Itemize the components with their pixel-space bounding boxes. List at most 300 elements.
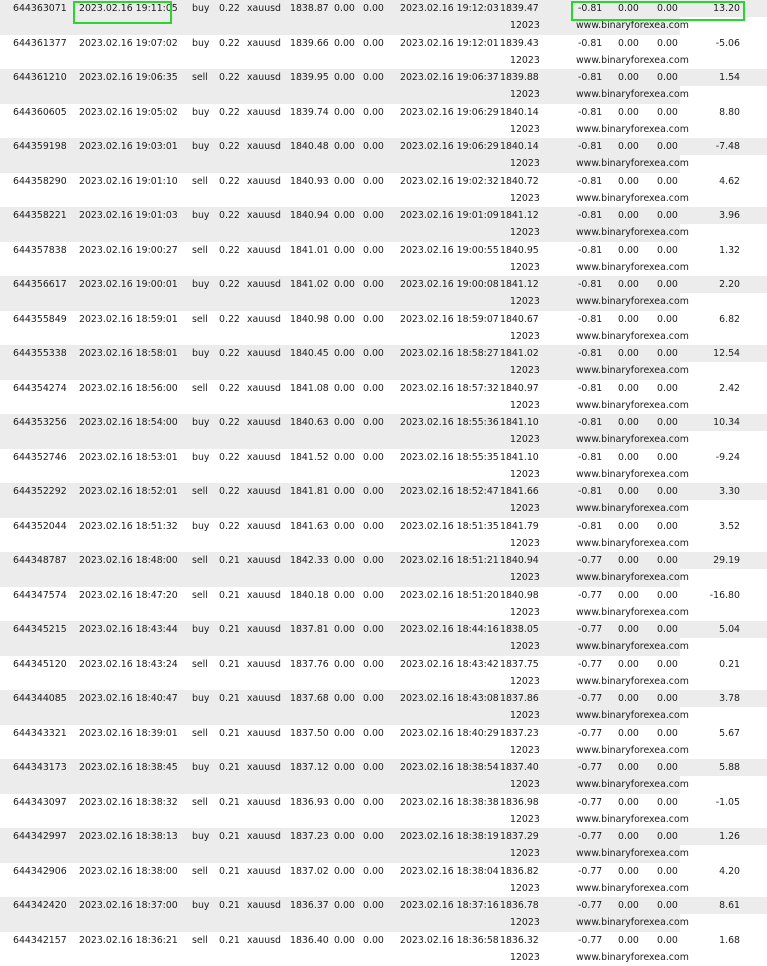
taxes-cell: 0.00 xyxy=(618,486,639,497)
type-cell: sell xyxy=(192,244,208,256)
close-price-cell: 1837.75 xyxy=(500,658,539,670)
swap-cell: 0.00 xyxy=(657,313,678,325)
comment-cell: www.binaryforexea.com xyxy=(576,572,689,583)
magic-cell: 12023 xyxy=(510,744,540,756)
open-price-cell: 1837.76 xyxy=(290,658,329,670)
open-time-cell: 2023.02.16 19:05:02 xyxy=(79,106,178,118)
type-cell: sell xyxy=(192,727,208,739)
open-time-cell: 2023.02.16 18:47:20 xyxy=(79,589,178,601)
size-cell: 0.21 xyxy=(219,796,240,808)
sl-cell: 0.00 xyxy=(334,3,355,14)
taxes-cell: 0.00 xyxy=(618,106,639,118)
open-time-cell: 2023.02.16 19:00:01 xyxy=(79,279,178,290)
table-row[interactable] xyxy=(0,138,767,173)
sl-cell: 0.00 xyxy=(334,486,355,497)
table-row[interactable] xyxy=(0,449,767,484)
close-time-cell: 2023.02.16 19:12:03 xyxy=(400,3,499,14)
symbol-cell: xauusd xyxy=(247,831,282,842)
size-cell: 0.21 xyxy=(219,624,240,635)
taxes-cell: 0.00 xyxy=(618,624,639,635)
open-time-cell: 2023.02.16 18:39:01 xyxy=(79,727,178,739)
comment-cell: www.binaryforexea.com xyxy=(576,813,689,825)
profit-cell: -16.80 xyxy=(709,589,740,601)
open-time-cell: 2023.02.16 18:37:00 xyxy=(79,900,178,911)
ticket-cell: 644361377 xyxy=(13,37,67,49)
ticket-cell: 644343097 xyxy=(13,796,67,808)
open-price-cell: 1840.48 xyxy=(290,141,329,152)
tp-cell: 0.00 xyxy=(363,348,384,359)
comment-cell: www.binaryforexea.com xyxy=(576,434,689,445)
close-price-cell: 1840.14 xyxy=(500,106,539,118)
swap-cell: 0.00 xyxy=(657,520,678,532)
sl-cell: 0.00 xyxy=(334,451,355,463)
tp-cell: 0.00 xyxy=(363,72,384,83)
tp-cell: 0.00 xyxy=(363,244,384,256)
type-cell: sell xyxy=(192,589,208,601)
type-cell: sell xyxy=(192,555,208,566)
close-time-cell: 2023.02.16 18:38:04 xyxy=(400,865,499,877)
open-price-cell: 1838.87 xyxy=(290,3,329,14)
ticket-cell: 644363071 xyxy=(13,3,67,14)
swap-cell: 0.00 xyxy=(657,417,678,428)
open-price-cell: 1837.12 xyxy=(290,762,329,773)
table-row[interactable] xyxy=(0,35,767,70)
type-cell: buy xyxy=(192,210,210,221)
sl-cell: 0.00 xyxy=(334,175,355,187)
close-time-cell: 2023.02.16 18:58:27 xyxy=(400,348,499,359)
table-row[interactable] xyxy=(0,380,767,415)
taxes-cell: 0.00 xyxy=(618,72,639,83)
tp-cell: 0.00 xyxy=(363,934,384,946)
comment-cell: www.binaryforexea.com xyxy=(576,158,689,169)
swap-cell: 0.00 xyxy=(657,3,678,14)
commission-cell: -0.81 xyxy=(578,210,603,221)
comment-cell: www.binaryforexea.com xyxy=(576,710,689,721)
swap-cell: 0.00 xyxy=(657,589,678,601)
tp-cell: 0.00 xyxy=(363,210,384,221)
open-price-cell: 1840.93 xyxy=(290,175,329,187)
close-time-cell: 2023.02.16 19:06:37 xyxy=(400,72,499,83)
profit-cell: 3.30 xyxy=(719,486,740,497)
ticket-cell: 644352044 xyxy=(13,520,67,532)
open-price-cell: 1841.81 xyxy=(290,486,329,497)
ticket-cell: 644352292 xyxy=(13,486,67,497)
close-price-cell: 1841.79 xyxy=(500,520,539,532)
size-cell: 0.22 xyxy=(219,106,240,118)
size-cell: 0.22 xyxy=(219,486,240,497)
table-row[interactable] xyxy=(0,690,767,725)
open-time-cell: 2023.02.16 18:38:45 xyxy=(79,762,178,773)
comment-cell: www.binaryforexea.com xyxy=(576,641,689,652)
magic-cell: 12023 xyxy=(510,882,540,894)
profit-cell: 0.21 xyxy=(719,658,740,670)
ticket-cell: 644347574 xyxy=(13,589,67,601)
tp-cell: 0.00 xyxy=(363,451,384,463)
open-price-cell: 1841.02 xyxy=(290,279,329,290)
magic-cell: 12023 xyxy=(510,572,540,583)
type-cell: buy xyxy=(192,520,210,532)
commission-cell: -0.77 xyxy=(578,831,603,842)
close-time-cell: 2023.02.16 19:06:29 xyxy=(400,106,499,118)
row-shade xyxy=(0,604,510,622)
table-row[interactable] xyxy=(0,587,767,622)
comment-cell: www.binaryforexea.com xyxy=(576,779,689,790)
table-row[interactable] xyxy=(0,104,767,139)
commission-cell: -0.77 xyxy=(578,658,603,670)
close-price-cell: 1836.98 xyxy=(500,796,539,808)
size-cell: 0.22 xyxy=(219,244,240,256)
close-time-cell: 2023.02.16 18:51:21 xyxy=(400,555,499,566)
highlight-result-cells xyxy=(571,1,745,21)
comment-cell: www.binaryforexea.com xyxy=(576,296,689,307)
row-shade xyxy=(0,52,510,70)
tp-cell: 0.00 xyxy=(363,589,384,601)
magic-cell: 12023 xyxy=(510,503,540,514)
row-shade xyxy=(0,293,510,311)
row-shade xyxy=(0,707,510,725)
symbol-cell: xauusd xyxy=(247,313,282,325)
symbol-cell: xauusd xyxy=(247,624,282,635)
open-price-cell: 1841.52 xyxy=(290,451,329,463)
close-price-cell: 1841.02 xyxy=(500,348,539,359)
close-price-cell: 1836.78 xyxy=(500,900,539,911)
commission-cell: -0.81 xyxy=(578,175,603,187)
close-time-cell: 2023.02.16 18:43:08 xyxy=(400,693,499,704)
swap-cell: 0.00 xyxy=(657,831,678,842)
commission-cell: -0.77 xyxy=(578,900,603,911)
commission-cell: -0.81 xyxy=(578,37,603,49)
open-price-cell: 1840.94 xyxy=(290,210,329,221)
close-price-cell: 1840.94 xyxy=(500,555,539,566)
comment-cell: www.binaryforexea.com xyxy=(576,537,689,549)
open-price-cell: 1837.68 xyxy=(290,693,329,704)
commission-cell: -0.81 xyxy=(578,279,603,290)
symbol-cell: xauusd xyxy=(247,865,282,877)
type-cell: sell xyxy=(192,658,208,670)
table-row[interactable] xyxy=(0,242,767,277)
close-price-cell: 1839.88 xyxy=(500,72,539,83)
row-shade xyxy=(0,259,510,277)
taxes-cell: 0.00 xyxy=(618,141,639,152)
close-price-cell: 1837.86 xyxy=(500,693,539,704)
sl-cell: 0.00 xyxy=(334,796,355,808)
magic-cell: 12023 xyxy=(510,123,540,135)
row-shade xyxy=(0,673,510,691)
close-time-cell: 2023.02.16 18:59:07 xyxy=(400,313,499,325)
open-price-cell: 1842.33 xyxy=(290,555,329,566)
open-time-cell: 2023.02.16 18:36:21 xyxy=(79,934,178,946)
magic-cell: 12023 xyxy=(510,951,540,963)
row-shade xyxy=(0,569,510,587)
size-cell: 0.22 xyxy=(219,382,240,394)
magic-cell: 12023 xyxy=(510,468,540,480)
ticket-cell: 644348787 xyxy=(13,555,67,566)
comment-cell: www.binaryforexea.com xyxy=(576,951,689,963)
close-time-cell: 2023.02.16 18:36:58 xyxy=(400,934,499,946)
comment-cell: www.binaryforexea.com xyxy=(576,227,689,238)
sl-cell: 0.00 xyxy=(334,72,355,83)
swap-cell: 0.00 xyxy=(657,37,678,49)
magic-cell: 12023 xyxy=(510,20,540,31)
table-row[interactable] xyxy=(0,759,767,794)
taxes-cell: 0.00 xyxy=(618,417,639,428)
symbol-cell: xauusd xyxy=(247,900,282,911)
swap-cell: 0.00 xyxy=(657,210,678,221)
close-price-cell: 1840.98 xyxy=(500,589,539,601)
profit-cell: 1.26 xyxy=(719,831,740,842)
ticket-cell: 644354274 xyxy=(13,382,67,394)
table-row[interactable] xyxy=(0,276,767,311)
size-cell: 0.21 xyxy=(219,865,240,877)
comment-cell: www.binaryforexea.com xyxy=(576,503,689,514)
close-price-cell: 1839.43 xyxy=(500,37,539,49)
open-time-cell: 2023.02.16 19:01:03 xyxy=(79,210,178,221)
open-price-cell: 1837.50 xyxy=(290,727,329,739)
close-price-cell: 1841.10 xyxy=(500,417,539,428)
table-row[interactable] xyxy=(0,656,767,691)
type-cell: buy xyxy=(192,417,210,428)
open-price-cell: 1841.63 xyxy=(290,520,329,532)
tp-cell: 0.00 xyxy=(363,624,384,635)
taxes-cell: 0.00 xyxy=(618,313,639,325)
comment-cell: www.binaryforexea.com xyxy=(576,330,689,342)
size-cell: 0.22 xyxy=(219,141,240,152)
symbol-cell: xauusd xyxy=(247,279,282,290)
size-cell: 0.21 xyxy=(219,693,240,704)
open-time-cell: 2023.02.16 19:07:02 xyxy=(79,37,178,49)
type-cell: sell xyxy=(192,313,208,325)
profit-cell: -1.05 xyxy=(715,796,740,808)
comment-cell: www.binaryforexea.com xyxy=(576,848,689,859)
close-price-cell: 1836.82 xyxy=(500,865,539,877)
size-cell: 0.22 xyxy=(219,3,240,14)
commission-cell: -0.81 xyxy=(578,382,603,394)
table-row[interactable] xyxy=(0,621,767,656)
taxes-cell: 0.00 xyxy=(618,796,639,808)
taxes-cell: 0.00 xyxy=(618,348,639,359)
magic-cell: 12023 xyxy=(510,813,540,825)
ticket-cell: 644343173 xyxy=(13,762,67,773)
profit-cell: 13.20 xyxy=(713,3,740,14)
table-row[interactable] xyxy=(0,725,767,760)
comment-cell: www.binaryforexea.com xyxy=(576,192,689,204)
sl-cell: 0.00 xyxy=(334,900,355,911)
magic-cell: 12023 xyxy=(510,54,540,66)
row-shade xyxy=(0,845,510,863)
magic-cell: 12023 xyxy=(510,227,540,238)
close-time-cell: 2023.02.16 19:02:32 xyxy=(400,175,499,187)
close-time-cell: 2023.02.16 18:51:20 xyxy=(400,589,499,601)
table-row[interactable] xyxy=(0,863,767,898)
taxes-cell: 0.00 xyxy=(618,693,639,704)
sl-cell: 0.00 xyxy=(334,589,355,601)
commission-cell: -0.81 xyxy=(578,348,603,359)
table-row[interactable] xyxy=(0,69,767,104)
size-cell: 0.22 xyxy=(219,210,240,221)
tp-cell: 0.00 xyxy=(363,865,384,877)
highlight-open-time xyxy=(73,1,172,24)
magic-cell: 12023 xyxy=(510,641,540,652)
symbol-cell: xauusd xyxy=(247,382,282,394)
tp-cell: 0.00 xyxy=(363,106,384,118)
profit-cell: 12.54 xyxy=(713,348,740,359)
taxes-cell: 0.00 xyxy=(618,831,639,842)
table-row[interactable] xyxy=(0,414,767,449)
table-row[interactable] xyxy=(0,794,767,829)
sl-cell: 0.00 xyxy=(334,865,355,877)
tp-cell: 0.00 xyxy=(363,520,384,532)
tp-cell: 0.00 xyxy=(363,555,384,566)
row-shade xyxy=(0,362,510,380)
open-time-cell: 2023.02.16 18:38:32 xyxy=(79,796,178,808)
sl-cell: 0.00 xyxy=(334,934,355,946)
ticket-cell: 644342906 xyxy=(13,865,67,877)
tp-cell: 0.00 xyxy=(363,693,384,704)
table-row[interactable] xyxy=(0,932,767,966)
open-price-cell: 1840.63 xyxy=(290,417,329,428)
table-row[interactable] xyxy=(0,552,767,587)
commission-cell: -0.81 xyxy=(578,313,603,325)
table-row[interactable] xyxy=(0,311,767,346)
comment-cell: www.binaryforexea.com xyxy=(576,89,689,100)
close-price-cell: 1838.05 xyxy=(500,624,539,635)
commission-cell: -0.81 xyxy=(578,451,603,463)
row-shade xyxy=(0,742,510,760)
close-time-cell: 2023.02.16 19:06:29 xyxy=(400,141,499,152)
open-price-cell: 1839.74 xyxy=(290,106,329,118)
swap-cell: 0.00 xyxy=(657,486,678,497)
close-price-cell: 1837.23 xyxy=(500,727,539,739)
close-time-cell: 2023.02.16 18:57:32 xyxy=(400,382,499,394)
commission-cell: -0.81 xyxy=(578,72,603,83)
open-price-cell: 1837.02 xyxy=(290,865,329,877)
row-shade xyxy=(0,466,510,484)
size-cell: 0.22 xyxy=(219,348,240,359)
sl-cell: 0.00 xyxy=(334,417,355,428)
open-time-cell: 2023.02.16 19:01:10 xyxy=(79,175,178,187)
open-time-cell: 2023.02.16 18:48:00 xyxy=(79,555,178,566)
taxes-cell: 0.00 xyxy=(618,658,639,670)
tp-cell: 0.00 xyxy=(363,762,384,773)
comment-cell: www.binaryforexea.com xyxy=(576,399,689,411)
type-cell: buy xyxy=(192,762,210,773)
profit-cell: 5.04 xyxy=(719,624,740,635)
size-cell: 0.21 xyxy=(219,762,240,773)
open-time-cell: 2023.02.16 18:38:00 xyxy=(79,865,178,877)
sl-cell: 0.00 xyxy=(334,693,355,704)
size-cell: 0.21 xyxy=(219,900,240,911)
close-time-cell: 2023.02.16 18:40:29 xyxy=(400,727,499,739)
size-cell: 0.22 xyxy=(219,313,240,325)
type-cell: sell xyxy=(192,934,208,946)
close-time-cell: 2023.02.16 18:52:47 xyxy=(400,486,499,497)
table-row[interactable] xyxy=(0,897,767,932)
open-time-cell: 2023.02.16 19:00:27 xyxy=(79,244,178,256)
open-time-cell: 2023.02.16 18:56:00 xyxy=(79,382,178,394)
table-row[interactable] xyxy=(0,828,767,863)
magic-cell: 12023 xyxy=(510,261,540,273)
ticket-cell: 644343321 xyxy=(13,727,67,739)
swap-cell: 0.00 xyxy=(657,762,678,773)
comment-cell: www.binaryforexea.com xyxy=(576,882,689,894)
ticket-cell: 644345215 xyxy=(13,624,67,635)
size-cell: 0.22 xyxy=(219,451,240,463)
swap-cell: 0.00 xyxy=(657,175,678,187)
size-cell: 0.22 xyxy=(219,417,240,428)
profit-cell: 10.34 xyxy=(713,417,740,428)
table-row[interactable] xyxy=(0,483,767,518)
row-shade xyxy=(0,535,510,553)
symbol-cell: xauusd xyxy=(247,37,282,49)
close-time-cell: 2023.02.16 18:55:35 xyxy=(400,451,499,463)
open-price-cell: 1841.01 xyxy=(290,244,329,256)
magic-cell: 12023 xyxy=(510,434,540,445)
tp-cell: 0.00 xyxy=(363,141,384,152)
symbol-cell: xauusd xyxy=(247,417,282,428)
row-shade xyxy=(0,431,510,449)
profit-cell: 3.96 xyxy=(719,210,740,221)
row-shade xyxy=(0,914,510,932)
close-price-cell: 1841.12 xyxy=(500,279,539,290)
type-cell: buy xyxy=(192,141,210,152)
open-time-cell: 2023.02.16 18:43:44 xyxy=(79,624,178,635)
sl-cell: 0.00 xyxy=(334,313,355,325)
open-price-cell: 1839.95 xyxy=(290,72,329,83)
table-row[interactable] xyxy=(0,207,767,242)
magic-cell: 12023 xyxy=(510,779,540,790)
close-price-cell: 1840.95 xyxy=(500,244,539,256)
profit-cell: 3.78 xyxy=(719,693,740,704)
swap-cell: 0.00 xyxy=(657,865,678,877)
comment-cell: www.binaryforexea.com xyxy=(576,54,689,66)
row-shade xyxy=(0,155,510,173)
row-shade xyxy=(0,638,510,656)
table-row[interactable] xyxy=(0,518,767,553)
comment-cell: www.binaryforexea.com xyxy=(576,675,689,687)
commission-cell: -0.81 xyxy=(578,106,603,118)
size-cell: 0.22 xyxy=(219,279,240,290)
table-row[interactable] xyxy=(0,345,767,380)
row-shade xyxy=(0,224,510,242)
taxes-cell: 0.00 xyxy=(618,589,639,601)
sl-cell: 0.00 xyxy=(334,762,355,773)
size-cell: 0.21 xyxy=(219,589,240,601)
size-cell: 0.22 xyxy=(219,520,240,532)
magic-cell: 12023 xyxy=(510,330,540,342)
ticket-cell: 644345120 xyxy=(13,658,67,670)
sl-cell: 0.00 xyxy=(334,141,355,152)
taxes-cell: 0.00 xyxy=(618,279,639,290)
open-time-cell: 2023.02.16 18:53:01 xyxy=(79,451,178,463)
swap-cell: 0.00 xyxy=(657,72,678,83)
sl-cell: 0.00 xyxy=(334,382,355,394)
magic-cell: 12023 xyxy=(510,158,540,169)
ticket-cell: 644353256 xyxy=(13,417,67,428)
symbol-cell: xauusd xyxy=(247,693,282,704)
symbol-cell: xauusd xyxy=(247,796,282,808)
profit-cell: 6.82 xyxy=(719,313,740,325)
open-price-cell: 1841.08 xyxy=(290,382,329,394)
close-price-cell: 1841.12 xyxy=(500,210,539,221)
table-row[interactable] xyxy=(0,173,767,208)
row-shade xyxy=(0,811,510,829)
open-price-cell: 1836.40 xyxy=(290,934,329,946)
open-price-cell: 1837.81 xyxy=(290,624,329,635)
sl-cell: 0.00 xyxy=(334,624,355,635)
size-cell: 0.22 xyxy=(219,37,240,49)
size-cell: 0.22 xyxy=(219,72,240,83)
sl-cell: 0.00 xyxy=(334,106,355,118)
